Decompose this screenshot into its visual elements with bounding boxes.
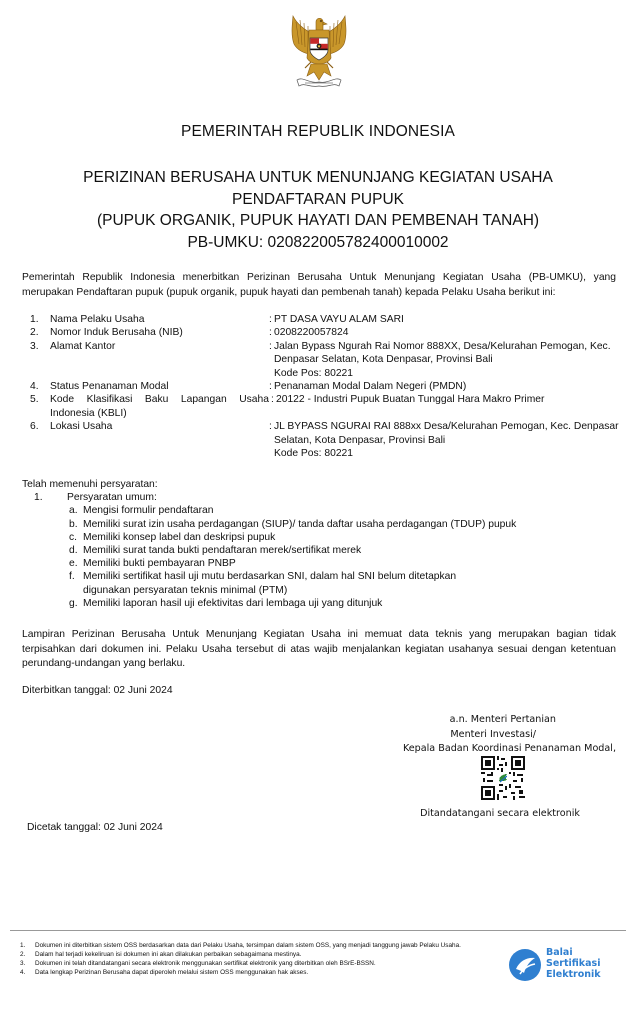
detail-row <box>30 420 620 460</box>
detail-row <box>30 326 620 339</box>
detail-separator: : <box>271 394 274 406</box>
requirements-section <box>22 478 582 610</box>
item-text: Memiliki bukti pembayaran PNBP <box>83 558 236 570</box>
detail-value: Penanaman Modal Dalam Negeri (PMDN) <box>274 381 467 393</box>
detail-label: Alamat Kantor <box>50 340 116 352</box>
detail-number: 5. <box>30 394 39 406</box>
detail-number: 1. <box>30 314 39 325</box>
item-letter: b. <box>69 518 78 530</box>
item-letter: c. <box>69 531 78 543</box>
item-letter: g. <box>69 597 78 609</box>
footer-note <box>20 950 500 959</box>
location-postal-code: Kode Pos: 80221 <box>274 448 354 460</box>
detail-number: 6. <box>30 421 39 433</box>
requirements-group <box>22 491 582 504</box>
item-letter: d. <box>69 545 78 557</box>
signature-block <box>300 713 616 757</box>
footer-note <box>20 968 500 977</box>
list-item <box>69 518 582 531</box>
item-text: Mengisi formulir pendaftaran <box>83 505 214 517</box>
signature-line-2: Menteri Investasi/ <box>450 728 536 740</box>
list-item <box>69 557 582 570</box>
list-item <box>69 531 582 544</box>
detail-value: 0208220057824 <box>274 327 349 339</box>
electronic-signature-note: Ditandatangani secara elektronik <box>420 808 580 819</box>
bsre-line-1: Balai <box>546 947 573 958</box>
detail-label: Nomor Induk Berusaha (NIB) <box>50 327 183 339</box>
list-item <box>69 504 582 517</box>
government-heading: PEMERINTAH REPUBLIK INDONESIA <box>181 123 455 140</box>
group-number: 1. <box>34 492 43 504</box>
requirements-heading: Telah memenuhi persyaratan: <box>22 479 158 490</box>
item-text: Memiliki konsep label dan deskripsi pupuk <box>83 531 276 543</box>
printed-date: Dicetak tanggal: 02 Juni 2024 <box>27 822 163 833</box>
footer-notes <box>20 941 500 977</box>
note-number: 1. <box>20 942 26 949</box>
item-letter: e. <box>69 558 78 570</box>
office-postal-code: Kode Pos: 80221 <box>274 367 354 379</box>
detail-label: Kode Klasifikasi Baku Lapangan Usaha Indonesia (KBLI) <box>50 394 269 419</box>
detail-row <box>30 340 620 380</box>
intro-paragraph: Pemerintah Republik Indonesia menerbitkan Perizinan Berusaha Untuk Menunjang Kegiatan Usaha (PB-UMKU), yang merupakan Pendaftaran pupuk (pupuk organik, pupuk hayati dan pembenah tanah) kepada Pelaku Usaha berikut ini: <box>22 272 616 298</box>
document-title <box>0 167 636 253</box>
note-text: Dalam hal terjadi kekeliruan isi dokumen ini akan dilakukan perbaikan sebagaimana mestinya. <box>35 951 302 958</box>
title-line-2: PENDAFTARAN PUPUK <box>232 190 404 208</box>
title-line-3: (PUPUK ORGANIK, PUPUK HAYATI DAN PEMBENAH TANAH) <box>96 212 540 229</box>
detail-value: PT DASA VAYU ALAM SARI <box>274 314 404 325</box>
bsre-line-2: Sertifikasi <box>546 958 601 969</box>
bsre-line-3: Elektronik <box>546 969 601 980</box>
item-text: Memiliki laporan hasil uji efektivitas dari lembaga uji yang ditunjuk <box>83 597 383 609</box>
detail-separator: : <box>269 327 272 339</box>
title-line-1: PERIZINAN BERUSAHA UNTUK MENUNJANG KEGIATAN USAHA <box>83 169 553 186</box>
item-text: Memiliki surat tanda bukti pendaftaran merek/sertifikat merek <box>83 545 362 557</box>
detail-row <box>30 380 620 393</box>
closing-paragraph: Lampiran Perizinan Berusaha Untuk Menunjang Kegiatan Usaha ini memuat data teknis yang merupakan bagian tidak terpisahkan dari dokumen ini. Pelaku Usaha tersebut di atas wajib menjalankan kegiatan usahanya sesuai dengan ketentuan perundang-undangan yang berlaku. <box>22 629 616 669</box>
detail-label: Lokasi Usaha <box>50 421 113 433</box>
list-item <box>69 570 582 596</box>
garuda-emblem-icon <box>283 14 355 89</box>
footer-note <box>20 941 500 950</box>
item-letter: f. <box>69 571 75 583</box>
signature-line-1: a.n. Menteri Pertanian <box>449 714 556 725</box>
requirements-list <box>22 504 582 610</box>
issued-date: Diterbitkan tanggal: 02 Juni 2024 <box>22 685 173 696</box>
license-number: PB-UMKU: 020822005782400010002 <box>187 233 449 251</box>
detail-separator: : <box>269 314 272 325</box>
detail-separator: : <box>269 340 272 352</box>
detail-number: 3. <box>30 340 39 352</box>
qr-code-icon <box>481 756 525 800</box>
detail-value: 20122 - Industri Pupuk Buatan Tunggal Hara Makro Primer <box>276 394 545 406</box>
footer-divider <box>10 930 626 931</box>
business-location: JL BYPASS NGURAI RAI 888xx Desa/Kelurahan Pemogan, Kec. Denpasar Selatan, Kota Denpasar, Provinsi Bali <box>274 421 619 446</box>
detail-number: 4. <box>30 381 39 393</box>
note-text: Dokumen ini diterbitkan sistem OSS berdasarkan data dari Pelaku Usaha, tersimpan dalam sistem OSS, yang menjadi tanggung jawab Pelaku Usaha. <box>35 942 461 949</box>
office-address: Jalan Bypass Ngurah Rai Nomor 888XX, Desa/Kelurahan Pemogan, Kec. Denpasar Selatan, Kota Denpasar, Provinsi Bali <box>274 340 611 366</box>
note-text: Data lengkap Perizinan Berusaha dapat diperoleh melalui sistem OSS menggunakan hak akses. <box>35 969 309 976</box>
detail-separator: : <box>269 381 272 393</box>
bsre-logo-icon <box>508 948 542 982</box>
note-number: 4. <box>20 969 26 976</box>
detail-row <box>30 393 620 420</box>
detail-separator: : <box>269 421 272 433</box>
detail-label: Nama Pelaku Usaha <box>50 314 145 325</box>
item-letter: a. <box>69 505 78 517</box>
detail-row <box>30 313 620 326</box>
detail-value <box>274 340 620 380</box>
business-details-list <box>30 313 620 460</box>
list-item <box>69 544 582 557</box>
bsre-logo <box>508 944 612 988</box>
list-item <box>69 597 582 610</box>
signature-line-3: Kepala Badan Koordinasi Penanaman Modal, <box>402 743 616 754</box>
note-text: Dokumen ini telah ditandatangani secara elektronik menggunakan sertifikat elektronik yang diterbitkan oleh BSrE-BSSN. <box>35 960 376 967</box>
note-number: 3. <box>20 960 26 967</box>
item-text: Memiliki sertifikat hasil uji mutu berdasarkan SNI, dalam hal SNI belum ditetapkan digunakan persyaratan teknis minimal (PTM) <box>83 571 457 596</box>
detail-number: 2. <box>30 327 39 339</box>
item-text: Memiliki surat izin usaha perdagangan (SIUP)/ tanda daftar usaha perdagangan (TDUP) pupuk <box>83 518 517 530</box>
detail-label: Status Penanaman Modal <box>50 381 169 393</box>
bsre-logo-text <box>546 947 601 980</box>
note-number: 2. <box>20 951 26 958</box>
group-title: Persyaratan umum: <box>67 492 157 504</box>
detail-value <box>274 420 620 460</box>
footer-note <box>20 959 500 968</box>
